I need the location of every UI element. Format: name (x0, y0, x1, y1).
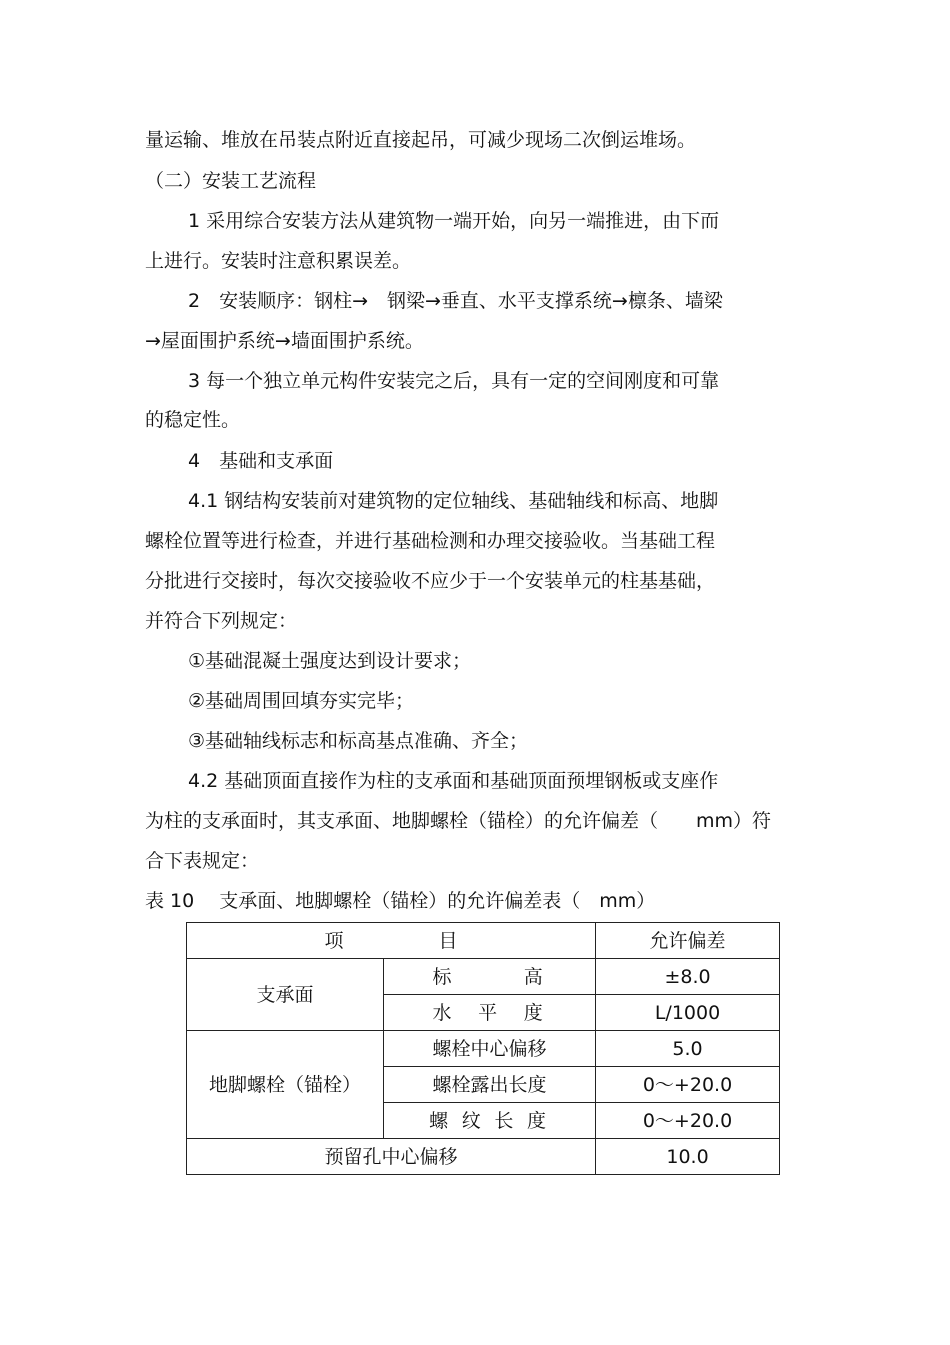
paragraph-line: 1 采用综合安装方法从建筑物一端开始，向另一端推进，由下而 (188, 210, 720, 232)
item-cell: 水 平 度 (384, 995, 596, 1031)
table-row (187, 959, 780, 995)
item-cell: 螺栓中心偏移 (384, 1031, 596, 1067)
paragraph-line: 3 每一个独立单元构件安装完之后，具有一定的空间刚度和可靠 (188, 370, 720, 392)
item-cell: 螺 纹 长 度 (384, 1103, 596, 1139)
value-cell: 0～+20.0 (596, 1103, 780, 1139)
paragraph-line: 为柱的支承面时，其支承面、地脚螺栓（锚栓）的允许偏差（ mm）符 (145, 810, 772, 832)
paragraph-line: →屋面围护系统→墙面围护系统。 (145, 330, 424, 352)
value-cell: 0～+20.0 (596, 1067, 780, 1103)
table-row (187, 1031, 780, 1067)
table-header-row (187, 923, 780, 959)
subsection-heading: 4 基础和支承面 (188, 450, 334, 472)
paragraph-line: 量运输、堆放在吊装点附近直接起吊，可减少现场二次倒运堆场。 (145, 129, 697, 151)
header-tolerance-cell: 允许偏差 (596, 923, 780, 959)
list-item: ①基础混凝土强度达到设计要求； (188, 650, 472, 672)
group-cell: 地脚螺栓（锚栓） (187, 1031, 384, 1139)
value-cell: L/1000 (596, 995, 780, 1031)
item-cell: 螺栓露出长度 (384, 1067, 596, 1103)
paragraph-line: 上进行。安装时注意积累误差。 (145, 250, 412, 272)
group-cell: 支承面 (187, 959, 384, 1031)
value-cell: 10.0 (596, 1139, 780, 1175)
tolerance-table (186, 922, 780, 1175)
paragraph-line: 分批进行交接时，每次交接验收不应少于一个安装单元的柱基基础， (145, 570, 716, 592)
paragraph-line: 合下表规定： (145, 850, 260, 872)
paragraph-line: 2 安装顺序：钢柱→ 钢梁→垂直、水平支撑系统→檩条、墙梁 (188, 290, 723, 312)
item-cell: 预留孔中心偏移 (187, 1139, 596, 1175)
section-heading: （二）安装工艺流程 (145, 170, 317, 192)
list-item: ②基础周围回填夯实完毕； (188, 690, 415, 712)
table-caption: 表 10 支承面、地脚螺栓（锚栓）的允许偏差表（ mm） (145, 890, 656, 912)
header-item-cell: 项 目 (187, 923, 596, 959)
list-item: ③基础轴线标志和标高基点准确、齐全； (188, 730, 529, 752)
paragraph-line: 4.1 钢结构安装前对建筑物的定位轴线、基础轴线和标高、地脚 (188, 490, 719, 512)
paragraph-line: 的稳定性。 (145, 409, 241, 431)
table-row (187, 1139, 780, 1175)
item-cell: 标 高 (384, 959, 596, 995)
value-cell: ±8.0 (596, 959, 780, 995)
value-cell: 5.0 (596, 1031, 780, 1067)
paragraph-line: 螺栓位置等进行检查，并进行基础检测和办理交接验收。当基础工程 (145, 530, 716, 552)
paragraph-line: 并符合下列规定： (145, 610, 298, 632)
paragraph-line: 4.2 基础顶面直接作为柱的支承面和基础顶面预埋钢板或支座作 (188, 770, 719, 792)
